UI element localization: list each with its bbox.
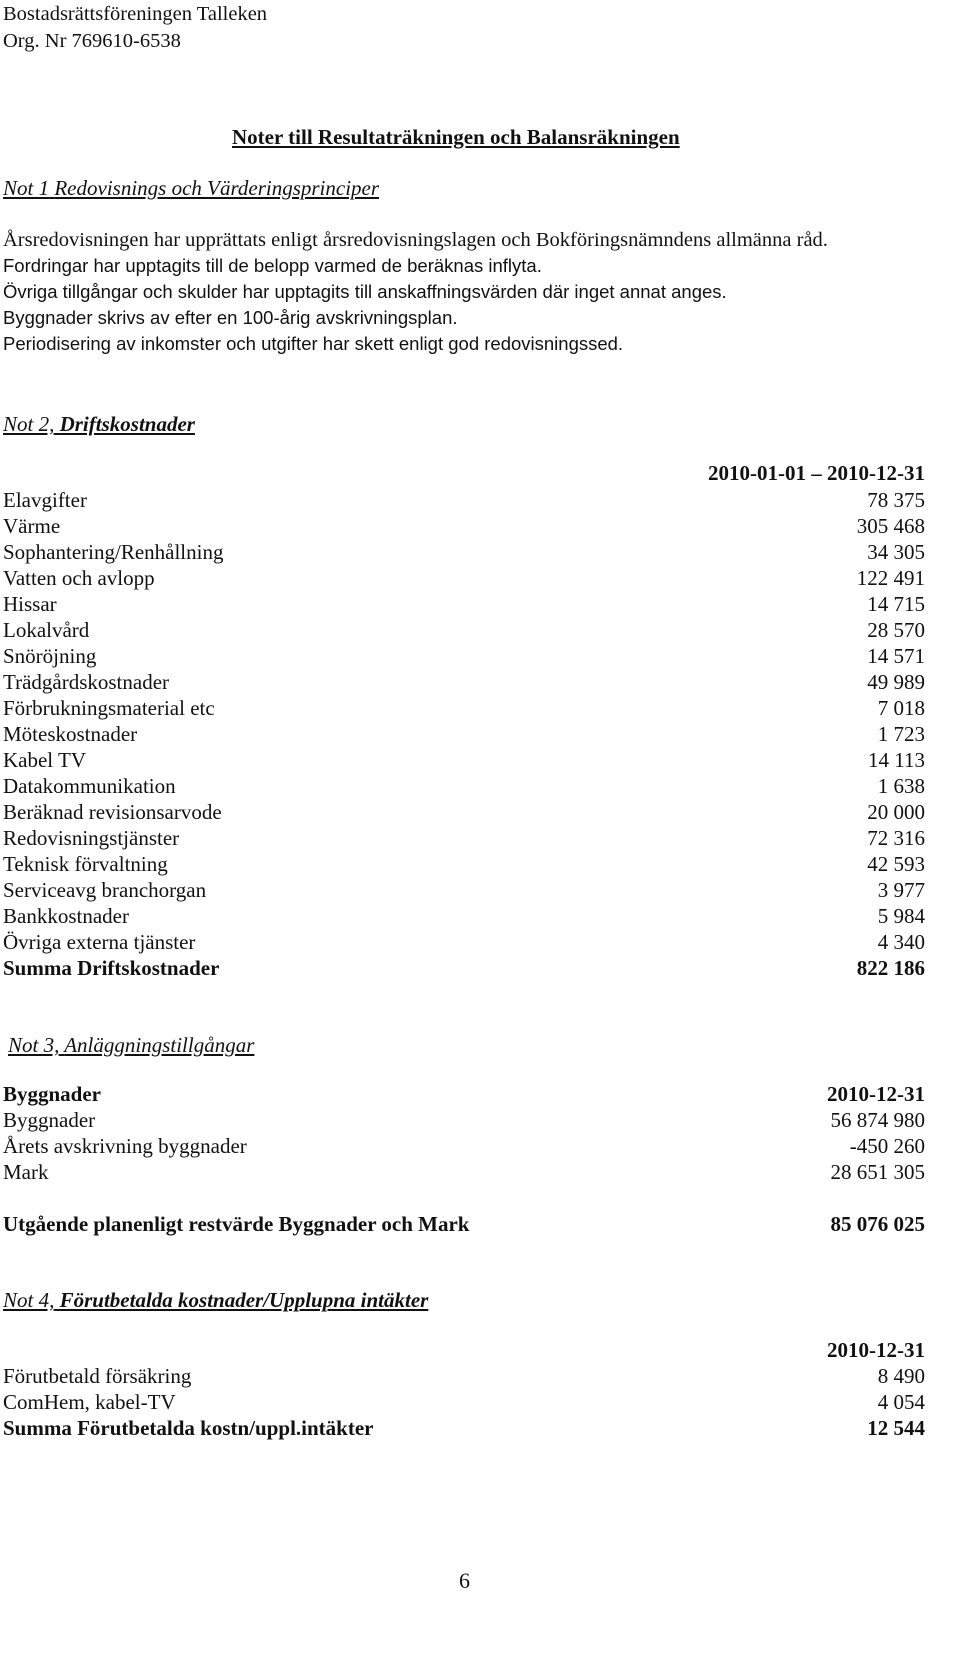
row-value: 305 468 xyxy=(856,514,925,538)
table-row xyxy=(3,826,925,852)
table-row xyxy=(3,748,925,774)
row-label: Redovisningstjänster xyxy=(3,826,180,850)
row-value: 7 018 xyxy=(877,696,925,720)
row-label: Förbrukningsmaterial etc xyxy=(3,696,215,720)
note1-body xyxy=(3,227,828,357)
total-value: 85 076 025 xyxy=(830,1212,925,1236)
note1-paragraph: Årsredovisningen har upprättats enligt årsredovisningslagen och Bokföringsnämndens allmänna råd. xyxy=(3,229,828,251)
row-label: Datakommunikation xyxy=(3,774,176,798)
row-value: 14 715 xyxy=(867,592,925,616)
total-row xyxy=(3,1416,925,1442)
total-row xyxy=(3,1212,925,1238)
row-label: Snöröjning xyxy=(3,644,97,668)
table-row xyxy=(3,722,925,748)
row-label: Bankkostnader xyxy=(3,904,129,928)
total-label: Utgående planenligt restvärde Byggnader och Mark xyxy=(3,1212,470,1236)
row-label: Vatten och avlopp xyxy=(3,566,155,590)
row-value: 72 316 xyxy=(867,826,925,850)
row-label: Mark xyxy=(3,1160,49,1184)
table-row xyxy=(3,930,925,956)
table-row xyxy=(3,1390,925,1416)
total-label: Summa Driftskostnader xyxy=(3,956,220,980)
row-label: Trädgårdskostnader xyxy=(3,670,170,694)
note1-heading xyxy=(3,176,379,201)
total-row xyxy=(3,956,925,982)
table-row xyxy=(3,878,925,904)
table-row xyxy=(3,514,925,540)
row-label: Hissar xyxy=(3,592,57,616)
note2-period-row xyxy=(3,461,925,487)
row-value: 28 570 xyxy=(867,618,925,642)
note2-title: Driftskostnader xyxy=(59,412,195,436)
page-number: 6 xyxy=(459,1568,470,1593)
table-row xyxy=(3,852,925,878)
note1-paragraph: Fordringar har upptagits till de belopp varmed de beräknas inflyta. xyxy=(3,255,542,276)
total-label: Summa Förutbetalda kostn/uppl.intäkter xyxy=(3,1416,374,1440)
row-value: 14 571 xyxy=(867,644,925,668)
table-row xyxy=(3,488,925,514)
row-label: Lokalvård xyxy=(3,618,90,642)
note3-title: Anläggningstillgångar xyxy=(64,1033,255,1057)
row-label: Förutbetald försäkring xyxy=(3,1364,192,1388)
row-value: 20 000 xyxy=(867,800,925,824)
row-label: ComHem, kabel-TV xyxy=(3,1390,176,1414)
note2-period: 2010-01-01 – 2010-12-31 xyxy=(708,461,925,485)
table-row xyxy=(3,670,925,696)
row-label: Byggnader xyxy=(3,1108,96,1132)
row-label: Möteskostnader xyxy=(3,722,138,746)
row-value: 1 723 xyxy=(877,722,925,746)
table-row xyxy=(3,540,925,566)
note2-prefix: Not 2, xyxy=(3,412,55,436)
row-label: Serviceavg branchorgan xyxy=(3,878,207,902)
note3-header-row xyxy=(3,1082,925,1108)
note1-title: Redovisnings och Värderingsprinciper xyxy=(54,176,380,200)
table-row xyxy=(3,618,925,644)
row-value: -450 260 xyxy=(849,1134,925,1158)
note1-paragraph: Periodisering av inkomster och utgifter har skett enligt god redovisningssed. xyxy=(3,333,624,354)
row-value: 1 638 xyxy=(877,774,925,798)
row-label: Värme xyxy=(3,514,61,538)
table-row xyxy=(3,566,925,592)
total-value: 822 186 xyxy=(856,956,925,980)
note1-paragraph: Byggnader skrivs av efter en 100-årig avskrivningsplan. xyxy=(3,307,458,328)
table-row xyxy=(3,592,925,618)
row-label: Teknisk förvaltning xyxy=(3,852,168,876)
org-number: Org. Nr 769610-6538 xyxy=(3,30,181,52)
row-value: 8 490 xyxy=(877,1364,925,1388)
row-value: 49 989 xyxy=(867,670,925,694)
table-row xyxy=(3,1134,925,1160)
row-label: Elavgifter xyxy=(3,488,87,512)
row-label: Beräknad revisionsarvode xyxy=(3,800,222,824)
note4-title: Förutbetalda kostnader/Upplupna intäkter xyxy=(59,1288,429,1312)
row-label: Kabel TV xyxy=(3,748,87,772)
row-value: 28 651 305 xyxy=(830,1160,925,1184)
note4-date: 2010-12-31 xyxy=(827,1338,925,1362)
row-value: 122 491 xyxy=(856,566,925,590)
row-value: 42 593 xyxy=(867,852,925,876)
table-row xyxy=(3,696,925,722)
page-title: Noter till Resultaträkningen och Balansräkningen xyxy=(232,125,680,149)
note1-paragraph: Övriga tillgångar och skulder har upptagits till anskaffningsvärden där inget annat anges. xyxy=(3,281,727,302)
note4-heading xyxy=(3,1288,428,1313)
total-value: 12 544 xyxy=(867,1416,925,1440)
row-value: 5 984 xyxy=(877,904,925,928)
table-row xyxy=(3,904,925,930)
row-value: 4 054 xyxy=(877,1390,925,1414)
table-row xyxy=(3,1108,925,1134)
row-value: 56 874 980 xyxy=(830,1108,925,1132)
row-value: 14 113 xyxy=(868,748,925,772)
row-label: Övriga externa tjänster xyxy=(3,930,196,954)
row-value: 34 305 xyxy=(867,540,925,564)
table-row xyxy=(3,644,925,670)
note4-date-row xyxy=(3,1338,925,1364)
note3-prefix: Not 3, xyxy=(8,1033,60,1057)
note3-heading xyxy=(8,1033,254,1058)
row-value: 78 375 xyxy=(867,488,925,512)
table-row xyxy=(3,1364,925,1390)
note2-heading xyxy=(3,412,195,437)
org-name: Bostadsrättsföreningen Talleken xyxy=(3,3,268,25)
note3-header-date: 2010-12-31 xyxy=(827,1082,925,1106)
table-row xyxy=(3,1160,925,1186)
table-row xyxy=(3,774,925,800)
note4-prefix: Not 4, xyxy=(3,1288,55,1312)
row-label: Sophantering/Renhållning xyxy=(3,540,224,564)
row-label: Årets avskrivning byggnader xyxy=(3,1134,247,1158)
row-value: 4 340 xyxy=(877,930,925,954)
table-row xyxy=(3,800,925,826)
note1-prefix: Not 1 xyxy=(3,176,50,200)
note3-header-label: Byggnader xyxy=(3,1082,102,1106)
row-value: 3 977 xyxy=(877,878,925,902)
